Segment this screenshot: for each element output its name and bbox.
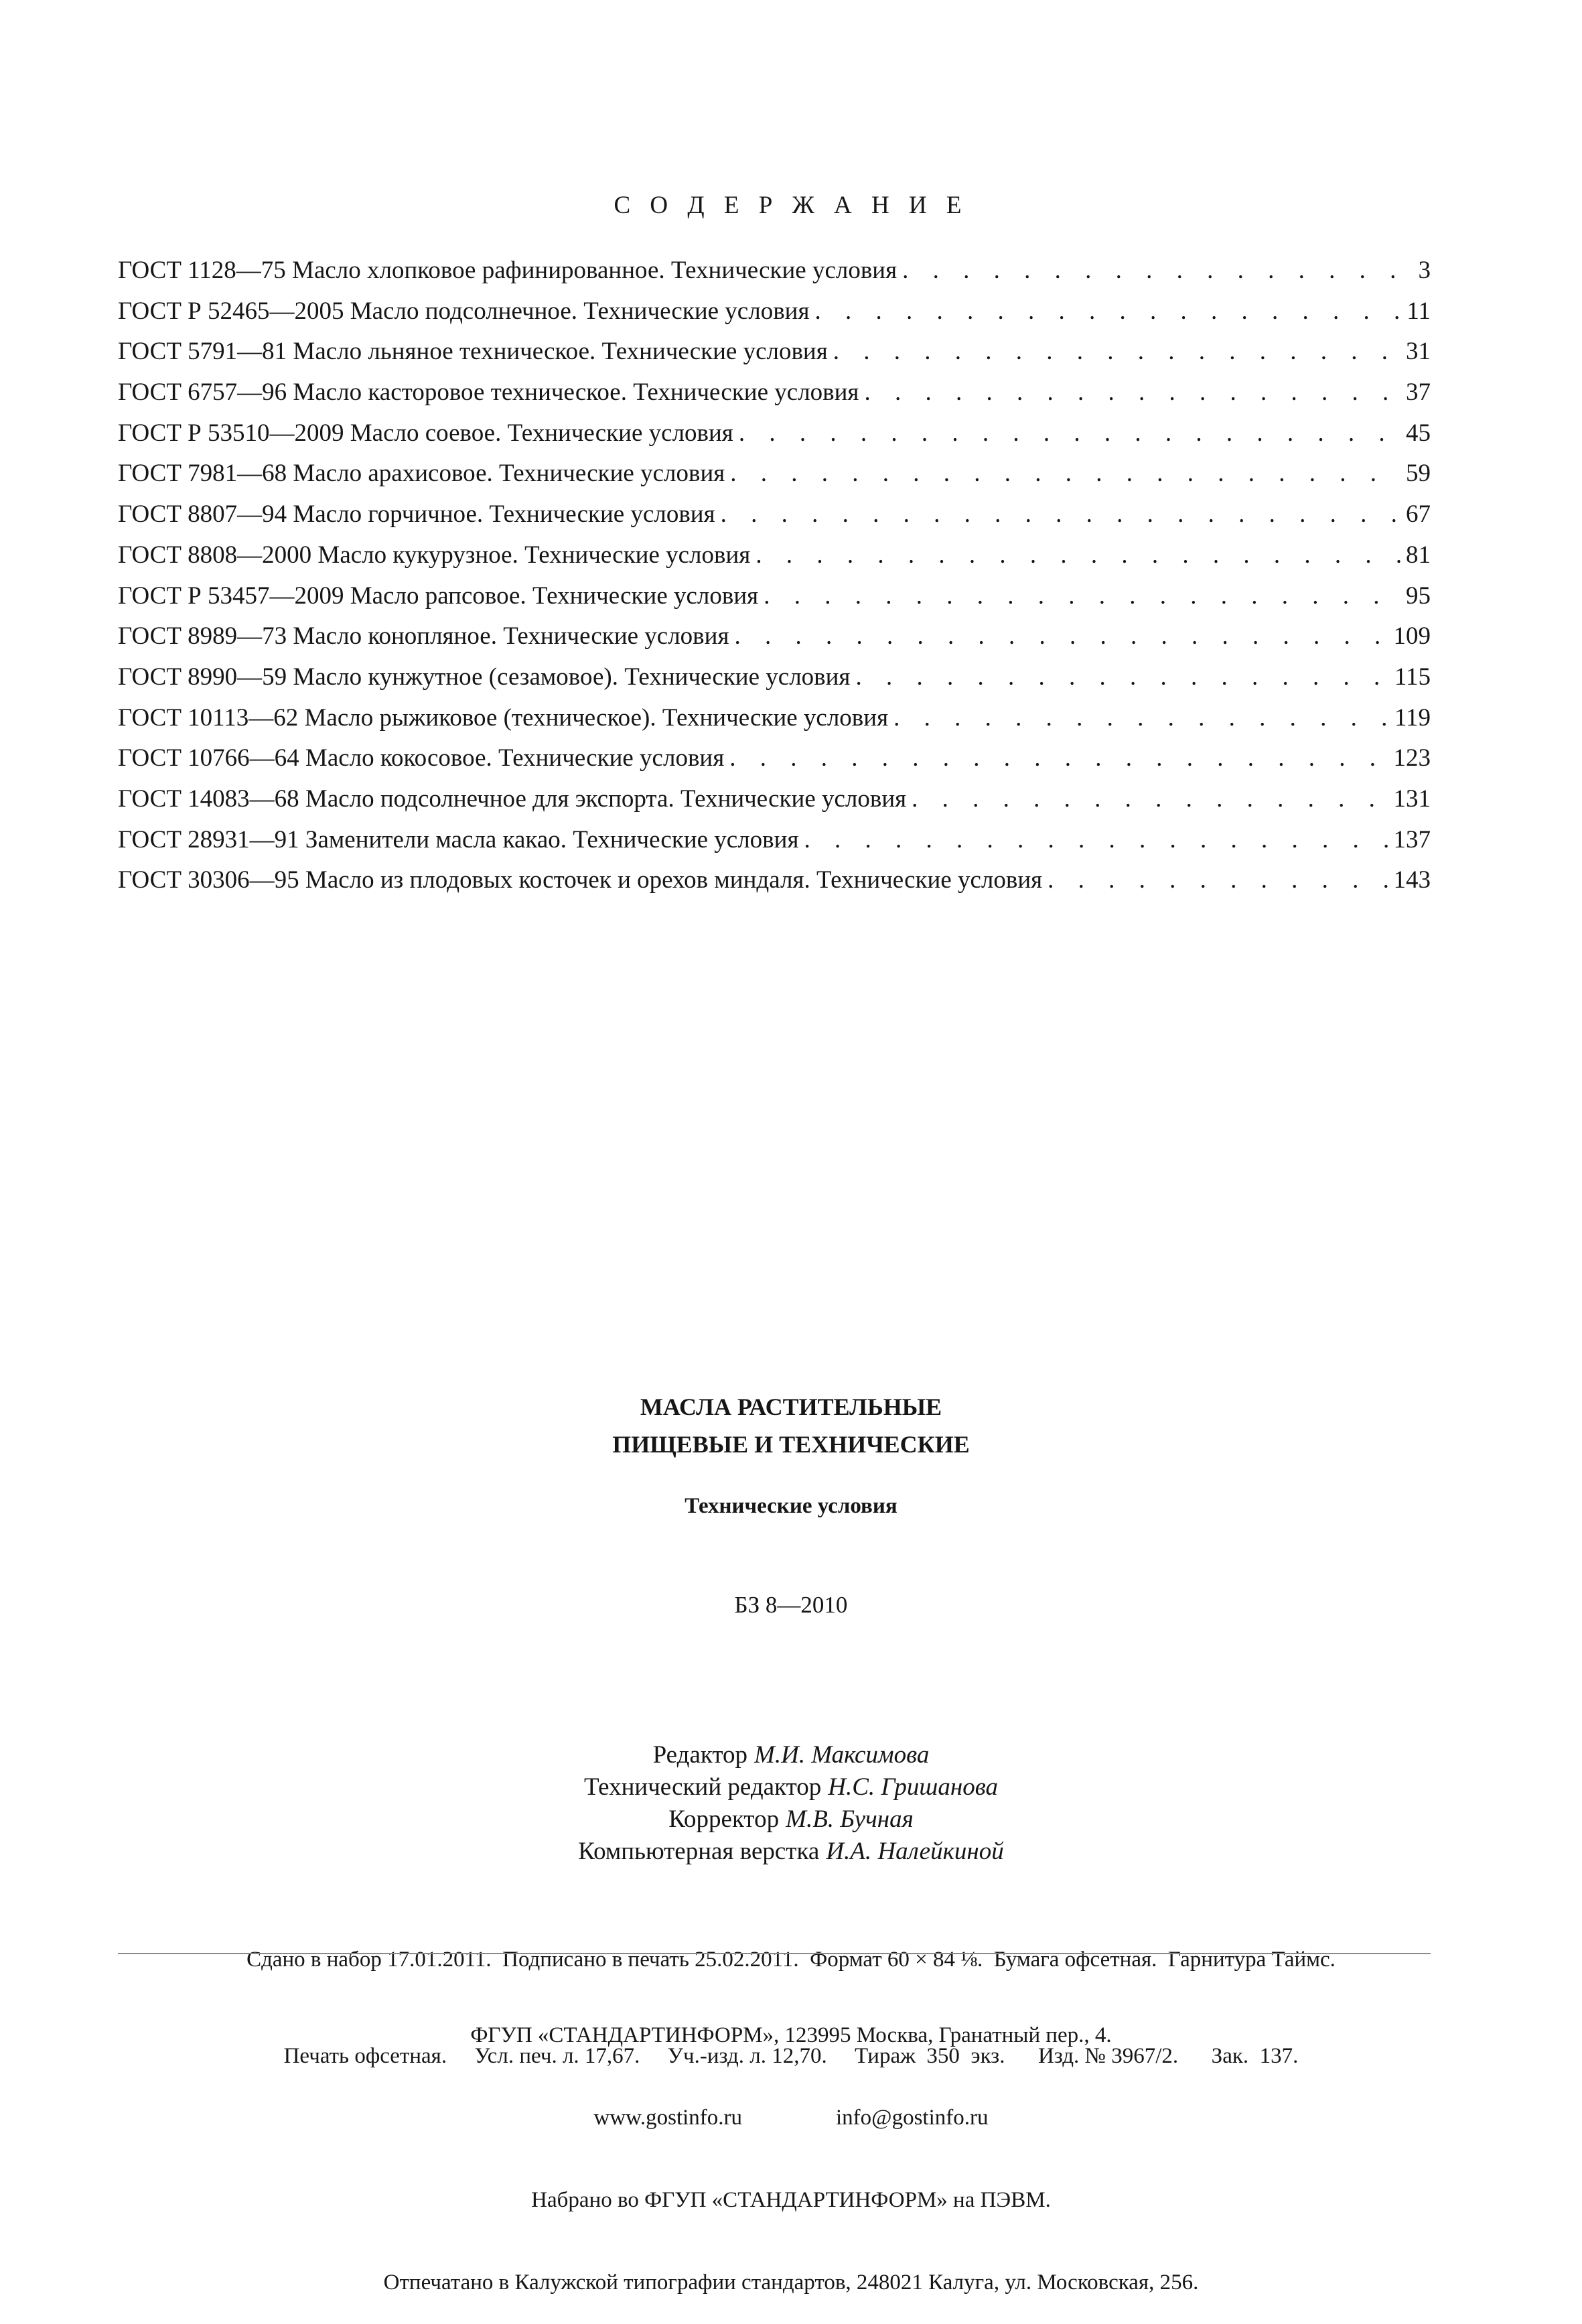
toc-entry-page: 3 [1418,257,1431,284]
toc-entry [118,825,1431,866]
toc-entry [118,541,1431,582]
toc-entry-page: 109 [1393,622,1431,651]
toc-leader-dots [864,378,1400,407]
toc-heading: С О Д Е Р Ж А Н И Е [614,192,968,219]
publisher-address: ФГУП «СТАНДАРТИНФОРМ», 123995 Москва, Гранатный пер., 4. [470,2023,1112,2047]
toc-entry-page: 123 [1393,744,1431,772]
toc-entry [118,582,1431,622]
toc-leader-dots [721,500,1400,529]
publisher-block [0,1967,1582,2324]
toc-entry-title: ГОСТ Р 53510—2009 Масло соевое. Технические условия [118,419,733,447]
toc-entry [118,419,1431,460]
toc-entry-page: 143 [1393,866,1431,894]
toc-leader-dots [764,582,1400,611]
table-of-contents [118,256,1431,906]
toc-entry-title: ГОСТ 10113—62 Масло рыжиковое (техническое). Технические условия [118,703,889,732]
toc-entry-title: ГОСТ 8990—59 Масло кунжутное (сезамовое). Технические условия [118,663,851,691]
credit-technical-editor [0,1771,1582,1803]
publisher-contacts [0,2104,1582,2132]
toc-leader-dots [804,825,1388,855]
toc-leader-dots [902,256,1413,285]
toc-leader-dots [912,784,1388,814]
book-title-line-1: МАСЛА РАСТИТЕЛЬНЫЕ [640,1393,942,1420]
toc-entry-page: 119 [1394,703,1431,732]
toc-leader-dots [739,419,1400,448]
toc-leader-dots [855,663,1388,692]
toc-entry [118,378,1431,419]
toc-leader-dots [729,744,1388,773]
toc-entry [118,622,1431,663]
toc-entry-title: ГОСТ 14083—68 Масло подсолнечное для экспорта. Технические условия [118,784,907,813]
toc-entry-title: ГОСТ 5791—81 Масло льняное техническое. Технические условия [118,338,828,366]
toc-leader-dots [1048,866,1388,895]
credit-name: М.В. Бучная [786,1805,914,1833]
publisher-printed-note: Отпечатано в Калужской типографии стандартов, 248021 Калуга, ул. Московская, 256. [383,2270,1199,2295]
book-subtitle: Технические условия [685,1494,897,1518]
toc-leader-dots [730,459,1400,488]
toc-leader-dots [833,337,1400,366]
toc-leader-dots [734,622,1388,651]
toc-entry-page: 11 [1407,297,1431,325]
credit-proofreader [0,1803,1582,1836]
toc-entry-title: ГОСТ 10766—64 Масло кокосовое. Технические условия [118,744,725,772]
credit-name: И.А. Налейкиной [826,1838,1004,1865]
credits-block [0,1739,1582,1868]
toc-leader-dots [814,297,1401,326]
credit-layout [0,1836,1582,1868]
toc-entry-page: 59 [1406,460,1431,488]
toc-entry-title: ГОСТ Р 53457—2009 Масло рапсовое. Технические условия [118,582,759,610]
toc-entry-page: 131 [1393,784,1431,813]
toc-entry-title: ГОСТ 28931—91 Заменители масла какао. Технические условия [118,825,799,853]
toc-entry-title: ГОСТ 7981—68 Масло арахисовое. Технические условия [118,460,725,488]
toc-entry [118,337,1431,378]
toc-entry [118,703,1431,744]
toc-entry-page: 95 [1406,582,1431,610]
toc-entry-title: ГОСТ 8807—94 Масло горчичное. Технические условия [118,500,715,529]
toc-entry-title: ГОСТ 6757—96 Масло касторовое техническое. Технические условия [118,379,859,407]
toc-entry-title: ГОСТ 8989—73 Масло конопляное. Технические условия [118,622,729,651]
toc-leader-dots [893,703,1389,733]
imprint-line-2: Печать офсетная. Усл. печ. л. 17,67. Уч.-изд. л. 12,70. Тираж 350 экз. Изд. № 3967/2. Зак. 137. [283,2044,1299,2068]
toc-leader-dots [756,541,1400,570]
toc-entry-page: 67 [1406,500,1431,529]
toc-entry-title: ГОСТ Р 52465—2005 Масло подсолнечное. Технические условия [118,297,810,325]
publisher-email: info@gostinfo.ru [836,2106,989,2130]
book-title-line-2: ПИЩЕВЫЕ И ТЕХНИЧЕСКИЕ [612,1431,970,1458]
bz-code: БЗ 8—2010 [734,1592,848,1618]
book-title-block [0,1388,1582,1619]
publisher-website: www.gostinfo.ru [593,2106,743,2130]
toc-entry [118,297,1431,338]
credit-role: Технический редактор [583,1773,822,1801]
toc-entry-title: ГОСТ 30306—95 Масло из плодовых косточек и орехов миндаля. Технические условия [118,866,1043,894]
toc-entry-page: 81 [1406,541,1431,569]
credit-role: Редактор [652,1741,748,1769]
toc-entry [118,500,1431,541]
toc-entry [118,784,1431,825]
toc-entry-page: 115 [1394,663,1431,691]
toc-entry [118,459,1431,500]
toc-entry-page: 45 [1406,419,1431,447]
credit-editor [0,1739,1582,1771]
toc-entry [118,866,1431,906]
imprint-line-1: Сдано в набор 17.01.2011. Подписано в печать 25.02.2011. Формат 60 × 84 ⅛. Бумага офсетная. Гарнитура Таймс. [246,1947,1336,1972]
credit-role: Компьютерная верстка [578,1838,820,1865]
credit-name: Н.С. Гришанова [828,1773,999,1801]
toc-entry-page: 37 [1406,379,1431,407]
toc-entry-title: ГОСТ 1128—75 Масло хлопковое рафинированное. Технические условия [118,257,897,284]
publisher-typeset-note: Набрано во ФГУП «СТАНДАРТИНФОРМ» на ПЭВМ. [531,2188,1051,2212]
credit-name: М.И. Максимова [754,1741,930,1769]
toc-entry [118,744,1431,784]
toc-entry-page: 137 [1393,825,1431,853]
toc-entry [118,663,1431,703]
toc-entry-title: ГОСТ 8808—2000 Масло кукурузное. Технические условия [118,541,751,569]
toc-entry-page: 31 [1406,338,1431,366]
divider [118,1953,1431,1954]
credit-role: Корректор [668,1805,780,1833]
toc-entry [118,256,1431,297]
